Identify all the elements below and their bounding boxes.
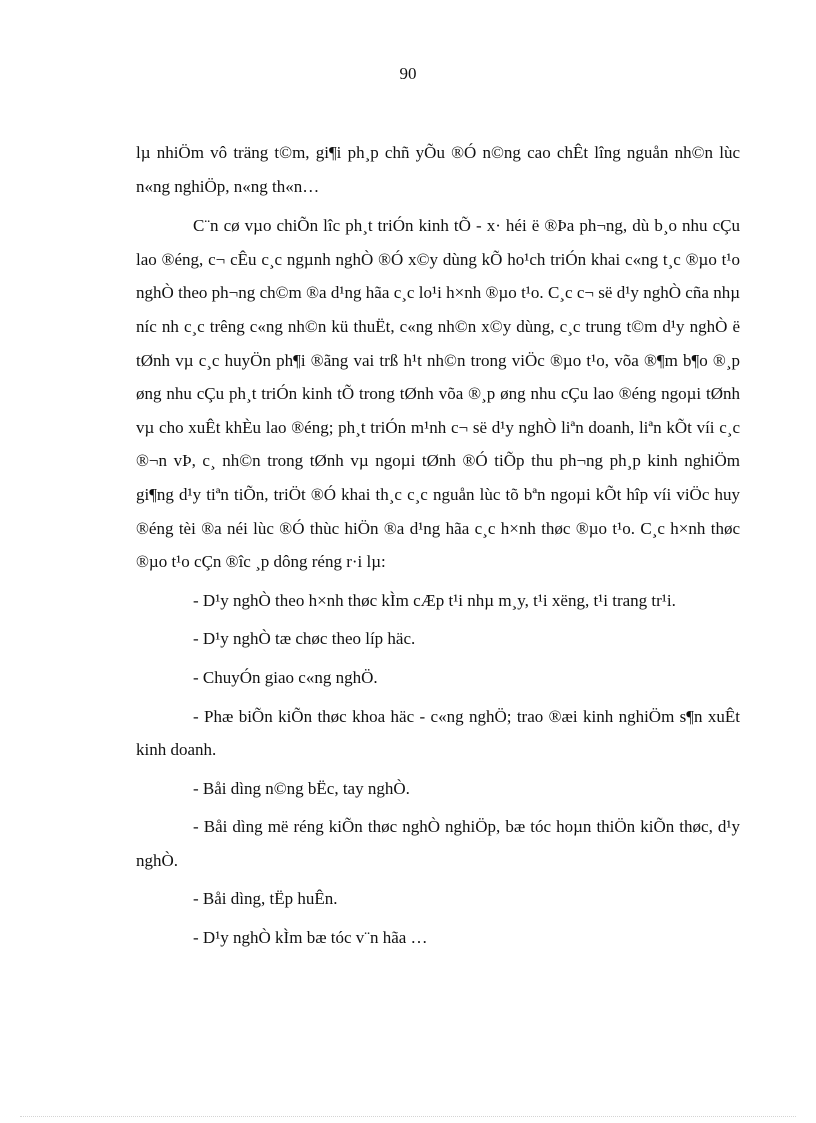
list-item: - Båi dìng n©ng bËc, tay nghÒ. bbox=[193, 778, 410, 798]
list-item: - D¹y nghÒ kÌm bæ tóc v¨n hãa … bbox=[193, 928, 428, 948]
list-item: - Phæ biÕn kiÕn thøc khoa häc - c«ng nghÖ; trao ®æi kinh nghiÖm s¶n xuÊt kinh doanh. bbox=[136, 706, 740, 760]
document-body bbox=[136, 136, 740, 955]
list-item: - ChuyÓn giao c«ng nghÖ. bbox=[193, 667, 378, 687]
list-item: - D¹y nghÒ tæ chøc theo líp häc. bbox=[193, 629, 416, 649]
paragraph-training-plan: C¨n cø vµo chiÕn lîc ph¸t triÓn kinh tÕ - x· héi ë ®Þa ph¬ng, dù b¸o nhu cÇu lao ®éng, c¬ cÊu c¸c ngµnh nghÒ ®Ó x©y dùng kÕ ho¹ch triÓn khai c«ng t¸c ®µo t¹o nghÒ theo ph¬ng ch©m ®a d¹ng hãa c¸c lo¹i h×nh ®µo t¹o. C¸c c¬ së d¹y nghÒ cña nhµ níc nh c¸c trêng c«ng nh©n kü thuËt, c«ng nh©n x©y dùng, c¸c trung t©m d¹y nghÒ ë tØnh vµ c¸c huyÖn ph¶i ®ãng vai trß h¹t nh©n trong viÖc ®µo t¹o, võa ®¶m b¶o ®¸p øng nhu cÇu ph¸t triÓn kinh tÕ trong tØnh võa ®¸p øng nhu cÇu lao ®éng ngoµi tØnh vµ cho xuÊt khÈu lao ®éng; ph¸t triÓn m¹nh c¬ së d¹y nghÒ liªn doanh, liªn kÕt víi c¸c ®¬n vÞ, c¸ nh©n trong tØnh vµ ngoµi tØnh ®Ó tiÕp thu ph¬ng ph¸p kinh nghiÖm gi¶ng d¹y tiªn tiÕn, triÖt ®Ó khai th¸c c¸c nguån lùc tõ bªn ngoµi kÕt hîp víi viÖc huy ®éng tèi ®a néi lùc ®Ó thùc hiÖn ®a d¹ng hãa c¸c h×nh thøc ®µo t¹o. C¸c h×nh thøc ®µo t¹o cÇn ®îc ¸p dông réng r·i lµ: bbox=[136, 216, 740, 572]
list-item: - Båi dìng, tËp huÊn. bbox=[193, 889, 338, 909]
paragraph-continuation: lµ nhiÖm vô träng t©m, gi¶i ph¸p chñ yÕu ®Ó n©ng cao chÊt lîng nguån nh©n lùc n«ng nghiÖp, n«ng th«n… bbox=[136, 143, 740, 196]
list-item: - D¹y nghÒ theo h×nh thøc kÌm cÆp t¹i nhµ m¸y, t¹i xëng, t¹i trang tr¹i. bbox=[193, 590, 676, 610]
page-number: 90 bbox=[399, 64, 417, 83]
list-item: - Båi dìng më réng kiÕn thøc nghÒ nghiÖp, bæ tóc hoµn thiÖn kiÕn thøc, d¹y nghÒ. bbox=[136, 817, 740, 870]
page-bottom-divider bbox=[20, 1116, 796, 1117]
